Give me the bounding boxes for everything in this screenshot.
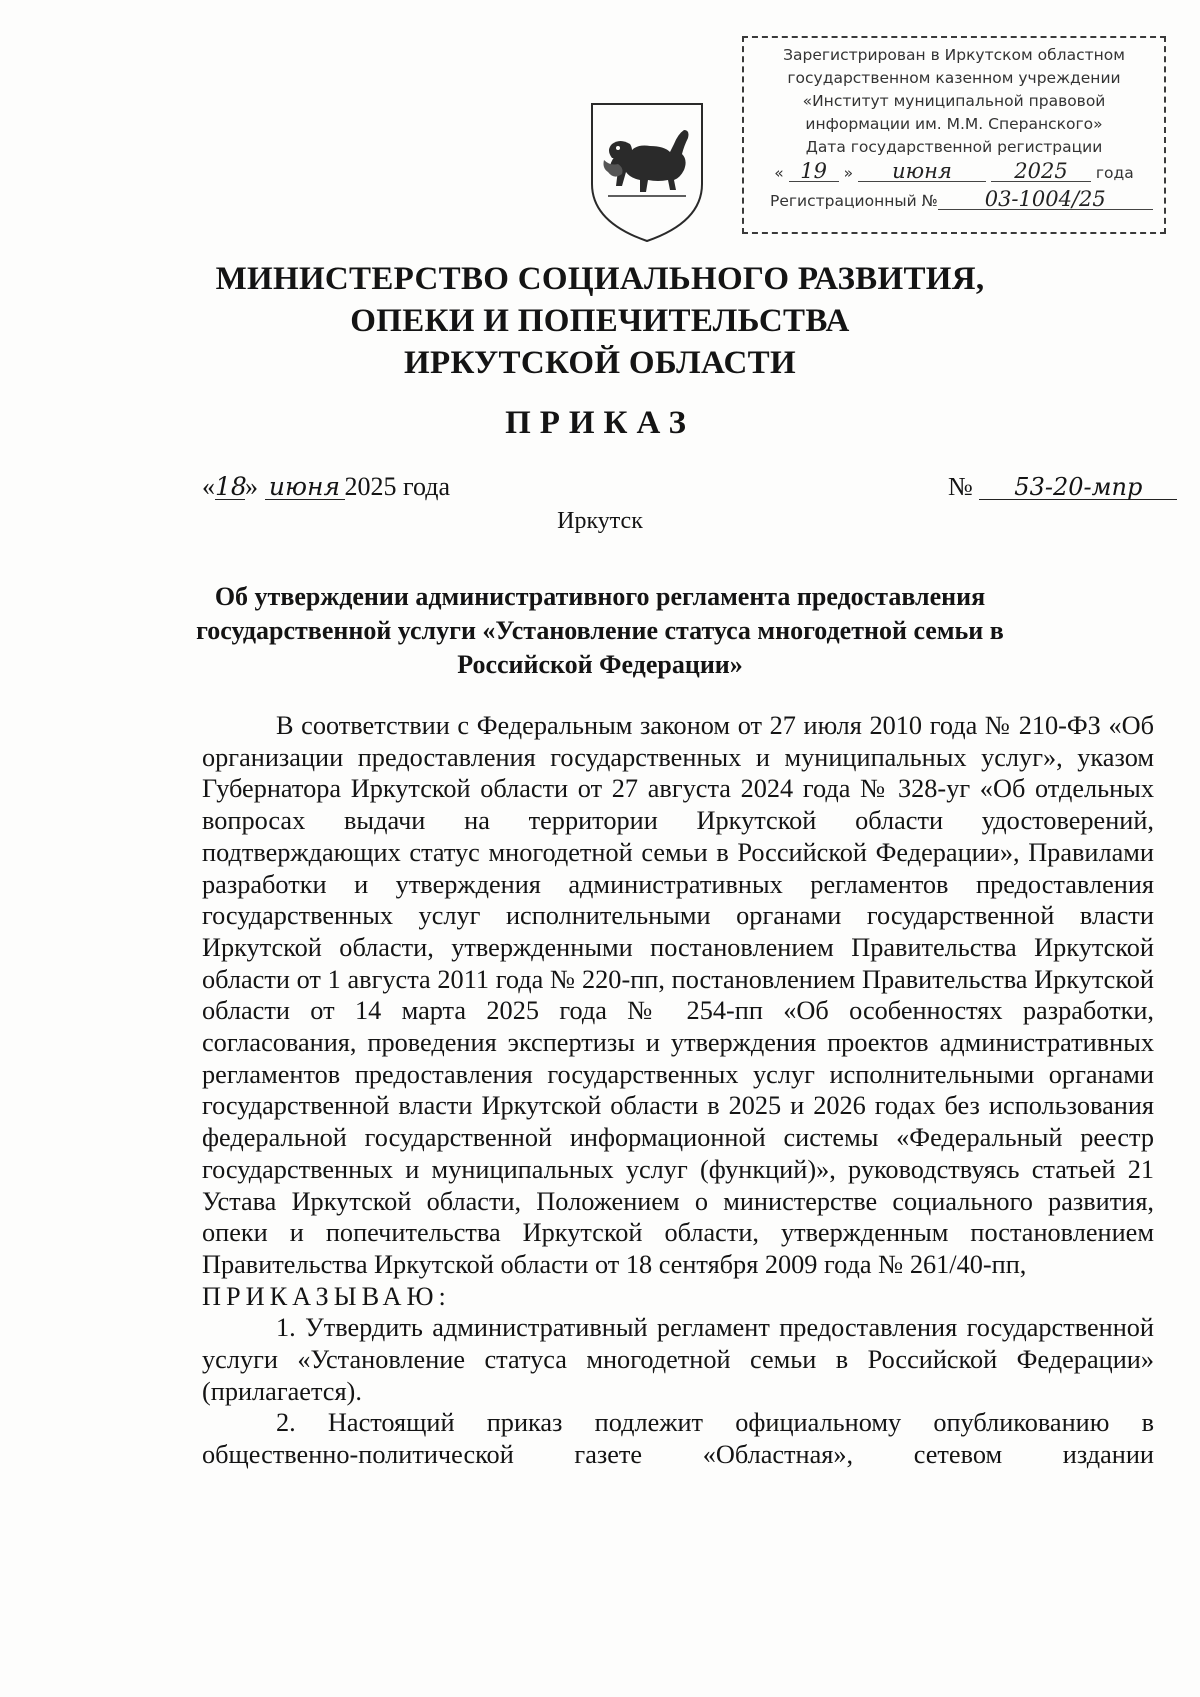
stamp-year-suffix: года [1095, 164, 1134, 182]
stamp-close-quote: » [843, 164, 854, 182]
stamp-reg-number: 03-1004/25 [938, 189, 1153, 210]
order-date-open-quote: « [202, 472, 215, 501]
ministry-title [0, 258, 1200, 384]
stamp-line-1: Зарегистрирован в Иркутском областном [783, 46, 1125, 64]
item-1-paragraph: 1. Утвердить административный регламент предоставления государственной услуги «Установление статуса многодетной семьи в Российской Федерации» (прилагается). [202, 1313, 1154, 1406]
document-body [202, 710, 1154, 1471]
order-date-year: 2025 года [344, 472, 451, 501]
order-date-day: 18 [215, 472, 247, 501]
stamp-month: июня [858, 161, 986, 182]
ministry-title-line-3: ИРКУТСКОЙ ОБЛАСТИ [404, 345, 796, 381]
preamble-paragraph: В соответствии с Федеральным законом от 27 июля 2010 года № 210-ФЗ «Об организации предоставления государственных и муниципальных услуг», указом Губернатора Иркутской области от 27 августа 2024 года № 328-уг «Об отдельных вопросах выдачи на территории Иркутской области удостоверений, подтверждающих статус многодетной семьи в Российской Федерации», Правилами разработки и утверждения административных регламентов предоставления государственных услуг исполнительными органами государственной власти Иркутской области, утвержденными постановлением Правительства Иркутской области от 1 августа 2011 года № 220-пп, постановлением Правительства Иркутской области от 14 марта 2025 года № 254-пп «Об особенностях разработки, согласования, проведения экспертизы и утверждения проектов административных регламентов предоставления государственных услуг исполнительными органами государственной власти Иркутской области в 2025 и 2026 годах без использования федеральной государственной информационной системы «Федеральный реестр государственных и муниципальных услуг (функций)», руководствуясь статьей 21 Устава Иркутской области, Положением о министерстве социального развития, опеки и попечительства Иркутской области, утвержденным постановлением Правительства Иркутской области от 18 сентября 2009 года № 261/40-пп, [202, 711, 1154, 1279]
order-subject-line-3: Российской Федерации» [457, 650, 743, 679]
coat-of-arms-icon [588, 100, 706, 244]
stamp-registration-number-row [744, 189, 1164, 213]
stamp-open-quote: « [774, 164, 784, 182]
registration-stamp [742, 36, 1166, 234]
stamp-line-4: информации им. М.М. Сперанского» [805, 115, 1103, 133]
order-number-label: № [948, 472, 973, 501]
stamp-registration-date [744, 161, 1164, 185]
order-subject [0, 580, 1200, 682]
document-type-heading: ПРИКАЗ [505, 405, 695, 441]
order-subject-line-2: государственной услуги «Установление статуса многодетной семьи в [196, 616, 1004, 645]
order-date-month: июня [265, 475, 345, 500]
stamp-line-5: Дата государственной регистрации [805, 138, 1103, 156]
decree-word: ПРИКАЗЫВАЮ: [202, 1281, 451, 1311]
stamp-day: 19 [789, 161, 839, 182]
ministry-title-line-2: ОПЕКИ И ПОПЕЧИТЕЛЬСТВА [350, 303, 850, 339]
order-date [202, 472, 450, 502]
stamp-line-2: государственном казенном учреждении [787, 69, 1121, 87]
city: Иркутск [557, 508, 643, 534]
item-2-paragraph: 2. Настоящий приказ подлежит официальному опубликованию в общественно-политической газете «Областная», сетевом издании [202, 1408, 1154, 1470]
ministry-title-line-1: МИНИСТЕРСТВО СОЦИАЛЬНОГО РАЗВИТИЯ, [215, 261, 985, 297]
order-date-close-quote: » [245, 472, 258, 501]
order-subject-line-1: Об утверждении административного регламента предоставления [214, 582, 986, 611]
order-number-value: 53-20-мпр [979, 475, 1177, 500]
order-number [948, 472, 1177, 502]
stamp-line-3: «Институт муниципальной правовой [802, 92, 1106, 110]
stamp-reg-label: Регистрационный № [770, 192, 938, 210]
stamp-year: 2025 [991, 161, 1091, 182]
